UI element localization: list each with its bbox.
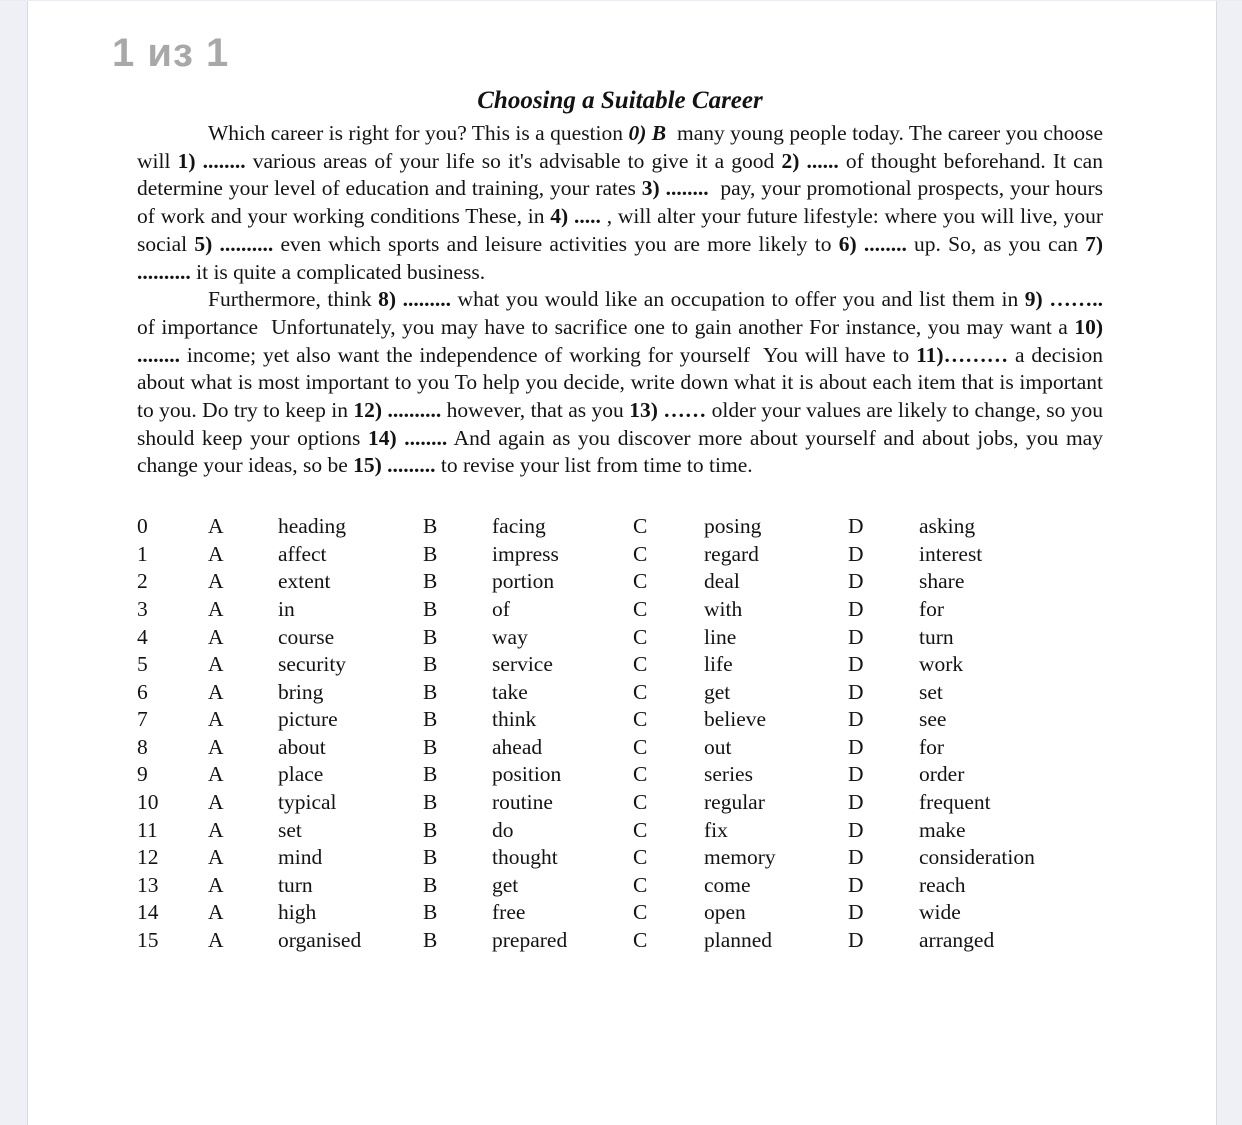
option-row <box>137 927 1103 955</box>
option-word: arranged <box>919 928 995 953</box>
option-letter: A <box>208 790 224 815</box>
option-word: reach <box>919 872 966 897</box>
gap-marker: 3) ........ <box>641 176 709 201</box>
option-word: typical <box>278 790 337 815</box>
gap-marker: 0) B <box>628 121 667 145</box>
option-row <box>137 624 1103 652</box>
option-word: security <box>278 652 347 677</box>
option-word: work <box>919 652 964 677</box>
option-word: mind <box>278 845 323 870</box>
option-word: posing <box>704 514 762 539</box>
option-letter: D <box>848 596 864 621</box>
option-number: 1 <box>137 541 148 566</box>
option-letter: B <box>423 762 438 787</box>
option-word: do <box>492 817 514 842</box>
paragraph-text: what you would like an occupation to offer you and list them in <box>451 287 1025 312</box>
option-letter: A <box>208 541 224 566</box>
option-word: organised <box>278 928 362 953</box>
option-word: think <box>492 707 537 732</box>
paragraph-text: even which sports and leisure activities you are more likely to <box>273 231 839 256</box>
option-word: order <box>919 762 965 787</box>
option-word: memory <box>704 845 776 870</box>
paragraph-text: many young people today. The career you choose will <box>137 121 1109 173</box>
option-word: of <box>492 596 510 621</box>
option-word: regard <box>704 541 759 566</box>
paragraph-text: it is quite a complicated business. <box>190 259 486 284</box>
option-number: 5 <box>137 652 148 677</box>
option-letter: A <box>208 762 224 787</box>
option-number: 2 <box>137 569 148 594</box>
paragraph-text: of thought beforehand. It can determine your level of education and training, your rates <box>137 148 1109 201</box>
option-word: place <box>278 762 324 787</box>
option-word: come <box>704 872 751 897</box>
viewer-right-margin <box>1216 1 1242 1125</box>
gap-marker: 12) .......... <box>353 398 442 423</box>
option-word: portion <box>492 569 555 594</box>
option-word: picture <box>278 707 338 732</box>
option-letter: C <box>633 569 648 594</box>
option-letter: B <box>423 872 438 897</box>
option-letter: A <box>208 596 224 621</box>
option-letter: C <box>633 872 648 897</box>
option-word: ahead <box>492 734 543 759</box>
option-row <box>137 899 1103 927</box>
option-word: service <box>492 652 553 677</box>
option-word: take <box>492 679 528 704</box>
option-word: position <box>492 762 562 787</box>
paragraph-text: however, that as you <box>441 398 630 423</box>
option-word: life <box>704 652 733 677</box>
paragraph-text: to revise your list from time to time. <box>435 453 753 478</box>
gap-marker: 4) ..... <box>550 204 601 229</box>
option-word: in <box>278 596 295 621</box>
option-letter: D <box>848 790 864 815</box>
option-letter: A <box>208 707 224 732</box>
option-letter: A <box>208 652 224 677</box>
gap-marker: 6) ........ <box>838 231 907 256</box>
option-letter: D <box>848 872 864 897</box>
option-letter: C <box>633 734 648 759</box>
option-number: 14 <box>137 900 159 925</box>
option-letter: C <box>633 900 648 925</box>
option-word: with <box>704 596 743 621</box>
option-letter: D <box>848 652 864 677</box>
option-word: asking <box>919 514 976 539</box>
option-letter: C <box>633 624 648 649</box>
option-row <box>137 734 1103 762</box>
gap-marker: 5) .......... <box>194 231 274 256</box>
option-word: for <box>919 596 945 621</box>
option-word: about <box>278 734 326 759</box>
option-letter: D <box>848 734 864 759</box>
option-row <box>137 568 1103 596</box>
option-letter: D <box>848 845 864 870</box>
option-number: 8 <box>137 734 148 759</box>
gap-marker: 11)……… <box>916 342 1009 367</box>
option-word: for <box>919 734 945 759</box>
option-letter: A <box>208 845 224 870</box>
option-letter: A <box>208 928 224 953</box>
paragraph-text: Furthermore, think <box>208 287 379 312</box>
option-word: line <box>704 624 737 649</box>
option-row <box>137 761 1103 789</box>
option-letter: C <box>633 817 648 842</box>
option-letter: C <box>633 679 648 704</box>
option-number: 0 <box>137 514 148 539</box>
option-letter: B <box>423 541 438 566</box>
option-row <box>137 706 1103 734</box>
option-letter: D <box>848 900 864 925</box>
option-letter: D <box>848 569 864 594</box>
option-word: impress <box>492 541 559 566</box>
viewer-left-margin <box>0 1 28 1125</box>
gap-marker: 10) ........ <box>137 314 1114 367</box>
option-row <box>137 596 1103 624</box>
option-letter: B <box>423 707 438 732</box>
option-word: set <box>278 817 302 842</box>
option-letter: B <box>423 679 438 704</box>
option-letter: B <box>423 624 438 649</box>
paragraph-text: , will alter your future lifestyle: where you will live, your social <box>137 204 1109 256</box>
paragraph-text: a decision about what is most important to you To help you decide, write down what it is about each item that is important to you. Do try to keep in <box>137 342 1109 423</box>
option-letter: D <box>848 817 864 842</box>
option-word: facing <box>492 514 546 539</box>
gap-marker: 2) ...... <box>781 148 839 173</box>
option-letter: B <box>423 928 438 953</box>
gap-marker: 13) …… <box>629 398 707 423</box>
option-letter: A <box>208 900 224 925</box>
option-letter: D <box>848 541 864 566</box>
option-letter: B <box>423 596 438 621</box>
option-word: turn <box>919 624 954 649</box>
option-letter: A <box>208 569 224 594</box>
paragraph-text: pay, your promotional prospects, your hours of work and your working conditions These, in <box>137 176 1109 229</box>
gap-marker: 7) .......... <box>137 231 1109 284</box>
option-letter: B <box>423 734 438 759</box>
paragraph-text: up. So, as you can <box>906 231 1086 256</box>
option-word: free <box>492 900 526 925</box>
option-word: bring <box>278 679 324 704</box>
paragraph-text: older your values are likely to change, so you should keep your options <box>137 398 1109 450</box>
option-word: way <box>492 624 528 649</box>
option-row <box>137 817 1103 845</box>
option-word: consideration <box>919 845 1035 870</box>
option-letter: C <box>633 790 648 815</box>
document-page <box>137 1 1114 955</box>
option-letter: A <box>208 679 224 704</box>
paragraph-text: of importance Unfortunately, you may have to sacrifice one to gain another For instance, you may want a <box>137 287 1109 339</box>
paragraph-text: various areas of your life so it's advisable to give it a good <box>245 148 782 173</box>
option-letter: C <box>633 541 648 566</box>
option-letter: C <box>633 652 648 677</box>
option-word: heading <box>278 514 347 539</box>
option-letter: C <box>633 845 648 870</box>
gap-marker: 8) ......... <box>378 287 451 312</box>
option-letter: A <box>208 872 224 897</box>
option-letter: A <box>208 624 224 649</box>
option-letter: B <box>423 652 438 677</box>
option-letter: B <box>423 569 438 594</box>
options-table <box>137 513 1103 955</box>
gap-marker: 1) ........ <box>177 148 246 173</box>
option-word: high <box>278 900 317 925</box>
gap-marker: 14) ........ <box>368 425 448 450</box>
option-number: 3 <box>137 596 148 621</box>
option-word: fix <box>704 817 728 842</box>
paragraph <box>137 286 1114 480</box>
option-row <box>137 651 1103 679</box>
option-letter: A <box>208 734 224 759</box>
option-letter: C <box>633 707 648 732</box>
option-number: 13 <box>137 872 159 897</box>
option-word: thought <box>492 845 558 870</box>
option-word: routine <box>492 790 553 815</box>
option-word: wide <box>919 900 961 925</box>
option-number: 4 <box>137 624 148 649</box>
gap-marker: 15) ......... <box>353 453 436 478</box>
option-number: 7 <box>137 707 148 732</box>
paragraph <box>137 120 1109 286</box>
option-word: series <box>704 762 753 787</box>
option-word: believe <box>704 707 767 732</box>
option-word: affect <box>278 541 327 566</box>
paragraph-text: income; yet also want the independence of working for yourself You will have to <box>180 342 917 367</box>
option-row <box>137 844 1103 872</box>
option-row <box>137 541 1103 569</box>
option-word: turn <box>278 872 313 897</box>
option-number: 6 <box>137 679 148 704</box>
option-word: prepared <box>492 928 568 953</box>
option-word: get <box>492 872 519 897</box>
option-word: course <box>278 624 335 649</box>
option-letter: B <box>423 514 438 539</box>
option-number: 9 <box>137 762 148 787</box>
option-letter: B <box>423 817 438 842</box>
option-word: set <box>919 679 943 704</box>
option-number: 12 <box>137 845 159 870</box>
option-letter: A <box>208 514 224 539</box>
option-letter: B <box>423 790 438 815</box>
document-body <box>137 120 1114 480</box>
option-letter: C <box>633 928 648 953</box>
option-word: open <box>704 900 746 925</box>
option-number: 11 <box>137 817 158 842</box>
option-letter: C <box>633 514 648 539</box>
option-row <box>137 513 1103 541</box>
option-word: planned <box>704 928 773 953</box>
option-word: make <box>919 817 966 842</box>
paragraph-text: And again as you discover more about yourself and about jobs, you may change your ideas, so be <box>137 425 1109 478</box>
page-indicator: 1 из 1 <box>112 31 230 75</box>
option-letter: D <box>848 514 864 539</box>
option-letter: D <box>848 707 864 732</box>
paragraph-text: Which career is right for you? This is a question <box>208 121 629 145</box>
gap-marker: 9) …….. <box>1024 287 1103 312</box>
option-word: out <box>704 734 732 759</box>
option-letter: D <box>848 624 864 649</box>
option-number: 15 <box>137 928 159 953</box>
option-letter: A <box>208 817 224 842</box>
option-number: 10 <box>137 790 159 815</box>
option-row <box>137 679 1103 707</box>
option-word: deal <box>704 569 740 594</box>
option-word: see <box>919 707 947 732</box>
document-title: Choosing a Suitable Career <box>477 87 763 114</box>
option-word: extent <box>278 569 331 594</box>
option-letter: B <box>423 900 438 925</box>
option-letter: C <box>633 762 648 787</box>
option-row <box>137 789 1103 817</box>
option-word: share <box>919 569 965 594</box>
option-letter: D <box>848 679 864 704</box>
option-row <box>137 872 1103 900</box>
option-letter: D <box>848 762 864 787</box>
option-word: frequent <box>919 790 991 815</box>
option-letter: D <box>848 928 864 953</box>
option-letter: B <box>423 845 438 870</box>
option-word: regular <box>704 790 765 815</box>
option-letter: C <box>633 596 648 621</box>
option-word: interest <box>919 541 983 566</box>
option-word: get <box>704 679 731 704</box>
